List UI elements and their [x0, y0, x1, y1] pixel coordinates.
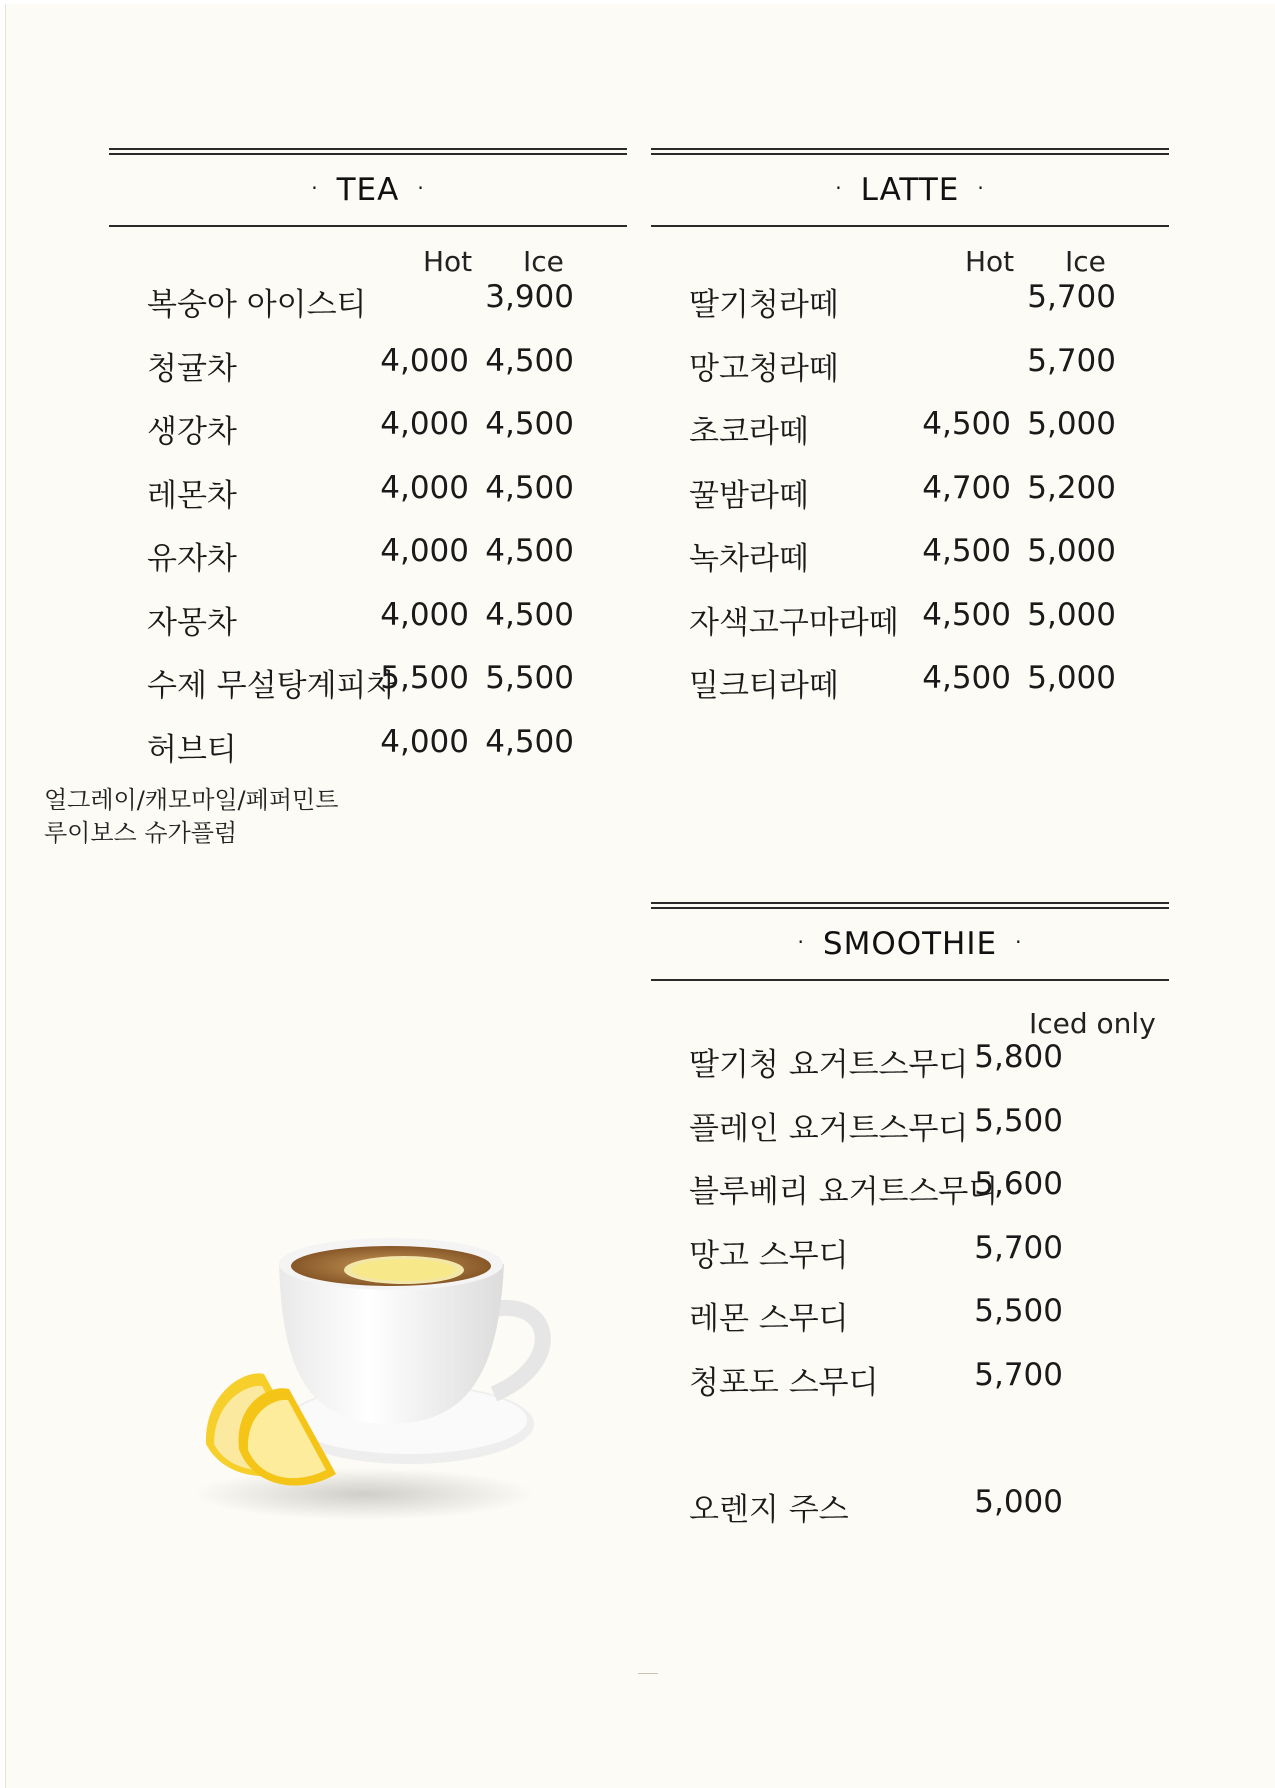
smoothie-item-name: 망고 스무디	[689, 1237, 849, 1274]
tea-hot-label: Hot	[423, 245, 473, 278]
tea-item-name: 수제 무설탕계피차	[147, 668, 397, 704]
bottom-mark	[638, 1673, 658, 1674]
latte-column-headers	[651, 227, 1169, 278]
smoothie-section	[651, 902, 1169, 1538]
smoothie-price-price: 5,500	[974, 1293, 1063, 1329]
tea-item-name: 자몽차	[147, 604, 237, 641]
smoothie-price-price: 5,500	[974, 1102, 1063, 1139]
tea-item-name: 청귤차	[147, 350, 237, 387]
smoothie-item-name: 블루베리 요거트스무디	[689, 1174, 999, 1210]
tea-ice-price: 4,500	[485, 533, 574, 569]
latte-row	[651, 269, 1169, 333]
tea-row	[109, 523, 627, 587]
smoothie-row	[651, 1029, 1169, 1093]
tea-hot-price: 4,000	[380, 469, 469, 506]
smoothie-item-name: 딸기청 요거트스무디	[689, 1047, 969, 1083]
tea-row	[109, 396, 627, 460]
latte-title: · LATTE ·	[835, 172, 985, 208]
smoothie-row	[651, 1093, 1169, 1157]
latte-double-rule	[651, 148, 1169, 155]
latte-item-name: 밀크티라떼	[689, 668, 839, 704]
latte-ice-price: 5,000	[1027, 533, 1116, 569]
tea-ice-price: 4,500	[485, 723, 574, 760]
latte-hot-label: Hot	[965, 245, 1015, 278]
latte-ice-price: 5,000	[1027, 406, 1116, 442]
latte-row	[651, 587, 1169, 651]
tea-row	[109, 460, 627, 524]
herb-note-line1: 얼그레이/캐모마일/페퍼민트	[44, 786, 339, 814]
tea-row	[109, 333, 627, 397]
latte-item-name: 꿀밤라떼	[689, 477, 809, 514]
menu-page	[6, 4, 1275, 1788]
latte-item-name: 자색고구마라떼	[689, 604, 899, 641]
latte-row	[651, 333, 1169, 397]
latte-ice-label: Ice	[1065, 245, 1106, 278]
smoothie-double-rule	[651, 902, 1169, 909]
tea-ice-price: 4,500	[485, 596, 574, 633]
herb-note	[44, 784, 338, 850]
tea-row	[109, 650, 627, 714]
tea-hot-price: 4,000	[380, 342, 469, 379]
smoothie-item-name: 레몬 스무디	[689, 1301, 849, 1337]
tea-hot-price: 5,500	[380, 660, 469, 696]
latte-hot-price: 4,500	[922, 406, 1011, 442]
tea-section	[109, 148, 627, 777]
tea-ice-price: 3,900	[485, 279, 574, 315]
tea-item-name: 복숭아 아이스티	[147, 287, 367, 323]
juice-name: 오렌지 주스	[689, 1492, 849, 1528]
smoothie-row	[651, 1283, 1169, 1347]
latte-row	[651, 460, 1169, 524]
latte-ice-price: 5,000	[1027, 596, 1116, 633]
latte-ice-price: 5,700	[1027, 342, 1116, 379]
tea-hot-price: 4,000	[380, 723, 469, 760]
tea-cup-with-lemon-icon	[194, 1224, 574, 1524]
smoothie-price-price: 5,800	[974, 1039, 1063, 1075]
smoothie-title: · SMOOTHIE ·	[797, 926, 1023, 962]
tea-ice-price: 4,500	[485, 469, 574, 506]
smoothie-item-name: 플레인 요거트스무디	[689, 1110, 969, 1147]
tea-item-name: 허브티	[147, 731, 237, 768]
tea-ice-price: 4,500	[485, 342, 574, 379]
herb-note-line2: 루이보스 슈가플럼	[44, 819, 238, 847]
tea-ice-price: 5,500	[485, 660, 574, 696]
smoothie-title-text: SMOOTHIE	[822, 926, 998, 962]
smoothie-item-name: 청포도 스무디	[689, 1364, 879, 1401]
latte-section	[651, 148, 1169, 714]
tea-item-name: 레몬차	[147, 477, 237, 514]
tea-hot-price: 4,000	[380, 596, 469, 633]
smoothie-column-header	[651, 981, 1169, 1040]
smoothie-row	[651, 1156, 1169, 1220]
smoothie-row	[651, 1347, 1169, 1411]
latte-hot-price: 4,500	[922, 533, 1011, 569]
latte-title-text: LATTE	[860, 172, 960, 208]
smoothie-price-price: 5,700	[974, 1229, 1063, 1266]
tea-column-headers	[109, 227, 627, 278]
tea-ice-label: Ice	[523, 245, 564, 278]
latte-hot-price: 4,500	[922, 596, 1011, 633]
juice-row	[651, 1474, 1169, 1538]
tea-ice-price: 4,500	[485, 406, 574, 442]
latte-item-name: 초코라떼	[689, 414, 809, 450]
tea-hot-price: 4,000	[380, 533, 469, 569]
tea-title-text: TEA	[336, 172, 400, 208]
latte-hot-price: 4,700	[922, 469, 1011, 506]
tea-hot-price: 4,000	[380, 406, 469, 442]
latte-row	[651, 396, 1169, 460]
latte-item-name: 딸기청라떼	[689, 287, 839, 323]
latte-hot-price: 4,500	[922, 660, 1011, 696]
smoothie-price-price: 5,600	[974, 1166, 1063, 1202]
latte-item-name: 망고청라떼	[689, 350, 839, 387]
latte-row	[651, 523, 1169, 587]
smoothie-price-price: 5,700	[974, 1356, 1063, 1393]
tea-row	[109, 714, 627, 778]
tea-title: · TEA ·	[311, 172, 425, 208]
tea-item-name: 생강차	[147, 414, 237, 450]
latte-ice-price: 5,000	[1027, 660, 1116, 696]
latte-ice-price: 5,700	[1027, 279, 1116, 315]
smoothie-iced-label: Iced only	[1029, 1007, 1156, 1040]
smoothie-row	[651, 1220, 1169, 1284]
tea-row	[109, 587, 627, 651]
tea-row	[109, 269, 627, 333]
latte-item-name: 녹차라떼	[689, 541, 809, 577]
juice-price: 5,000	[974, 1484, 1063, 1520]
tea-double-rule	[109, 148, 627, 155]
latte-ice-price: 5,200	[1027, 469, 1116, 506]
latte-row	[651, 650, 1169, 714]
tea-item-name: 유자차	[147, 541, 237, 577]
